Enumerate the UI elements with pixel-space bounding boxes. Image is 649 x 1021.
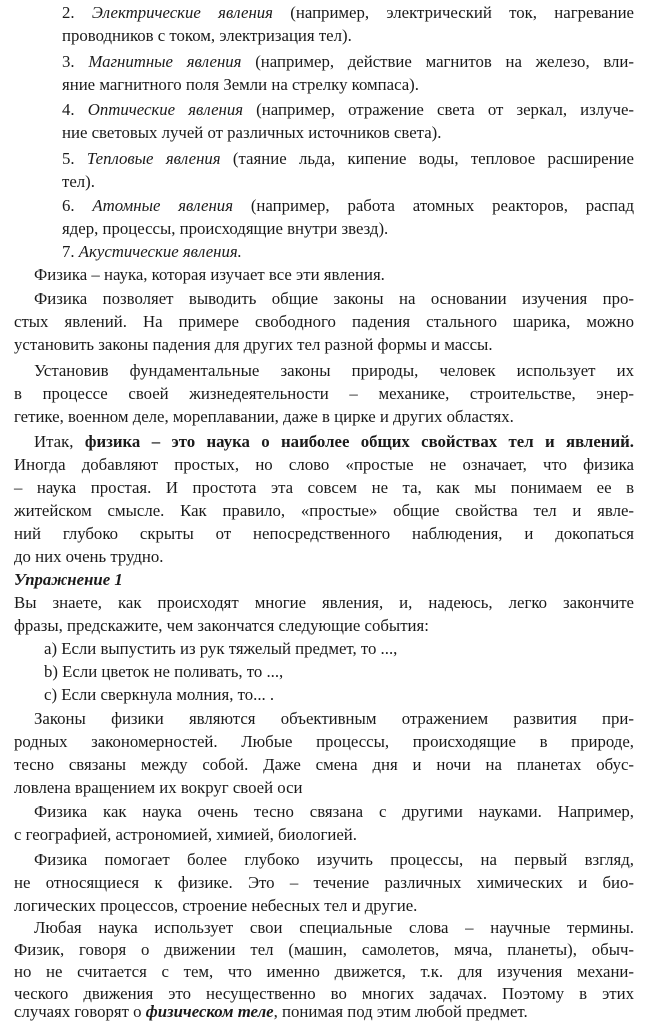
paragraph-7-line: не относящиеся к физике. Это – течение различных химических и био-: [14, 873, 634, 892]
list-item-4-continuation: ние световых лучей от различных источников света).: [62, 123, 442, 142]
list-number: 2.: [62, 3, 75, 22]
list-number: 3.: [62, 52, 75, 71]
paragraph-7-line: Физика помогает более глубоко изучить процессы, на первый взгляд,: [34, 850, 634, 869]
paragraph-5-line: Законы физики являются объективным отражением развития при-: [34, 709, 634, 728]
physical-body-term: физическом теле: [145, 1002, 274, 1021]
paragraph-2-line: стых явлений. На примере свободного падения стального шарика, можно: [14, 312, 634, 331]
paragraph-1: Физика – наука, которая изучает все эти явления.: [34, 265, 385, 284]
list-number: 7.: [62, 242, 75, 261]
paragraph-3-line: гетике, военном деле, мореплавании, даже в цирке и других областях.: [14, 407, 514, 426]
paragraph-7-line: логических процессов, строение небесных тел и другие.: [14, 896, 418, 915]
list-text: (таяние льда, кипение воды, тепловое расширение: [220, 149, 634, 168]
list-term: Тепловые явления: [86, 149, 221, 168]
list-number: 4.: [62, 100, 75, 119]
paragraph-6-line: с географией, астрономией, химией, биологией.: [14, 825, 357, 844]
paragraph-8-last-line: [14, 1002, 528, 1021]
paragraph-4-line: – наука простая. И простота эта совсем не та, как мы понимаем ее в: [14, 478, 634, 497]
exercise-item-a: a) Если выпустить из рук тяжелый предмет, то ...,: [44, 639, 398, 658]
paragraph-5-line: ловлена вращением их вокруг своей оси: [14, 778, 303, 797]
list-item-5-continuation: тел).: [62, 172, 95, 191]
list-term: Акустические явления.: [78, 242, 242, 261]
list-term: Атомные явления: [92, 196, 233, 215]
exercise-heading: Упражнение 1: [14, 570, 123, 589]
paragraph-8-line: Физик, говоря о движении тел (машин, самолетов, мяча, планеты), обыч-: [14, 940, 634, 959]
last-line-lead: случаях говорят о: [14, 1002, 146, 1021]
list-item-3-continuation: яние магнитного поля Земли на стрелку компаса).: [62, 75, 419, 94]
list-number: 6.: [62, 196, 75, 215]
definition-lead: Итак,: [34, 432, 85, 451]
paragraph-8-line: но не считается с тем, что именно движется, т.к. для изучения механи-: [14, 962, 634, 981]
list-term: Электрические явления: [91, 3, 273, 22]
list-text: (например, действие магнитов на железо, вли-: [241, 52, 635, 71]
paragraph-4-definition: [34, 431, 634, 453]
list-item-6: [62, 195, 634, 217]
list-item-2: [62, 2, 634, 24]
paragraph-6-line: Физика как наука очень тесно связана с другими науками. Например,: [34, 802, 634, 821]
paragraph-8-line: ческого движения это несущественно во многих задачах. Поэтому в этих: [14, 984, 634, 1003]
exercise-intro-line: Вы знаете, как происходят многие явления, и, надеюсь, легко закончите: [14, 593, 634, 612]
exercise-item-c: c) Если сверкнула молния, то... .: [44, 685, 275, 704]
list-item-7: [62, 241, 242, 263]
paragraph-4-line: Иногда добавляют простых, но слово «простые не означает, что физика: [14, 455, 634, 474]
paragraph-5-line: родных закономерностей. Любые процессы, происходящие в природе,: [14, 732, 634, 751]
list-text: (например, отражение света от зеркал, излуче-: [243, 100, 634, 119]
physics-definition: физика – это наука о наиболее общих свойствах тел и явлений.: [84, 432, 634, 451]
list-term: Магнитные явления: [88, 52, 242, 71]
paragraph-4-line: до них очень трудно.: [14, 547, 164, 566]
paragraph-2-line: установить законы падения для других тел разной формы и массы.: [14, 335, 493, 354]
paragraph-8-line: Любая наука использует свои специальные слова – научные термины.: [34, 918, 634, 937]
paragraph-4-line: житейском смысле. Как правило, «простые» общие свойства тел и явле-: [14, 501, 634, 520]
list-item-4: [62, 99, 634, 121]
paragraph-4-line: ний глубоко скрыты от непосредственного наблюдения, и докопаться: [14, 524, 634, 543]
list-item-3: [62, 51, 634, 73]
paragraph-2-line: Физика позволяет выводить общие законы на основании изучения про-: [34, 289, 634, 308]
list-item-6-continuation: ядер, процессы, происходящие внутри звезд).: [62, 219, 389, 238]
list-number: 5.: [62, 149, 75, 168]
last-line-tail: , понимая под этим любой предмет.: [273, 1002, 528, 1021]
list-text: (например, электрический ток, нагревание: [272, 3, 635, 22]
exercise-intro-line: фразы, предскажите, чем закончатся следующие события:: [14, 616, 429, 635]
list-text: (например, работа атомных реакторов, распад: [233, 196, 634, 215]
exercise-item-b: b) Если цветок не поливать, то ...,: [44, 662, 284, 681]
list-term: Оптические явления: [87, 100, 244, 119]
paragraph-5-line: тесно связаны между собой. Даже смена дня и ночи на планетах обус-: [14, 755, 634, 774]
list-item-5: [62, 148, 634, 170]
list-item-2-continuation: проводников с током, электризация тел).: [62, 26, 352, 45]
paragraph-3-line: Установив фундаментальные законы природы, человек использует их: [34, 361, 634, 380]
paragraph-3-line: в процессе своей жизнедеятельности – механике, строительстве, энер-: [14, 384, 634, 403]
